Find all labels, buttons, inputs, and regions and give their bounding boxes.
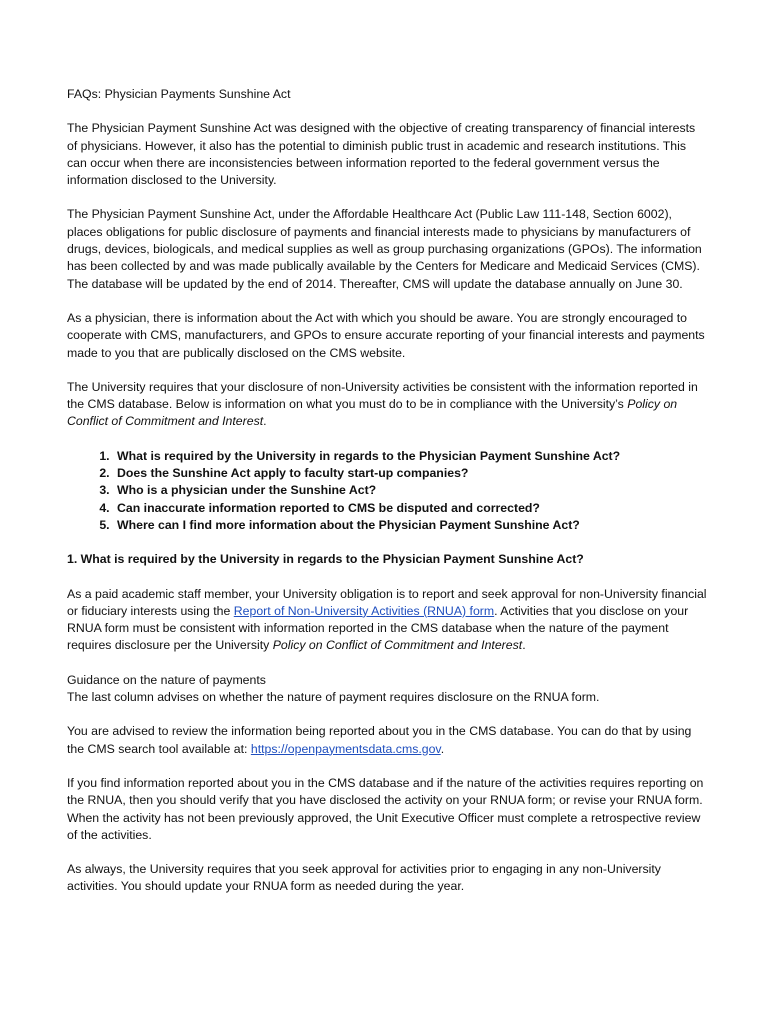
guidance-title: Guidance on the nature of payments [67, 672, 266, 687]
section-1-policy-name: Policy on Conflict of Commitment and Interest [272, 638, 523, 653]
faq-question-list [67, 448, 707, 534]
faq-question-2: 2. Does the Sunshine Act apply to faculty start-up companies? [113, 465, 707, 482]
section-1-paragraph-5: As always, the University requires that you seek approval for activities prior to engaging in any non-University activities. You should update your RNUA form as needed during the year. [67, 862, 661, 894]
section-1-paragraph-3 [67, 723, 707, 758]
faq-question-3: 3. Who is a physician under the Sunshine Act? [113, 482, 707, 499]
intro-paragraph-1: The Physician Payment Sunshine Act was designed with the objective of creating transparency of financial interests of physicians. However, it also has the potential to diminish public trust in academic and research institutions. This can occur when there are inconsistencies between information reported to the federal government versus the information disclosed to the University. [67, 121, 696, 188]
section-1-paragraph-1 [67, 586, 707, 655]
section-1-p3-before: You are advised to review the information being reported about you in the CMS database. You can do that by using the CMS search tool available at: [67, 724, 692, 756]
document-page [67, 86, 707, 913]
guidance-text: The last column advises on whether the nature of payment requires disclosure on the RNUA form. [67, 690, 600, 705]
section-1-heading: 1. What is required by the University in regards to the Physician Payment Sunshine Act? [67, 552, 584, 567]
section-1-p1-after: . [522, 638, 526, 653]
section-1-paragraph-4: If you find information reported about you in the CMS database and if the nature of the activities requires reporting on the RNUA, then you should verify that you have disclosed the activity on your RNUA form; or revise your RNUA form. When the activity has not been previously approved, the Unit Executive Officer must complete a retrospective review of the activities. [67, 775, 704, 842]
faq-question-5: 5. Where can I find more information about the Physician Payment Sunshine Act? [113, 517, 707, 534]
document-title: FAQs: Physician Payments Sunshine Act [67, 87, 291, 101]
university-text-before: The University requires that your disclosure of non-University activities be consistent with the information reported in the CMS database. Below is information on what you must do to be in compliance with the University’s [67, 379, 698, 412]
university-requirement-paragraph [67, 379, 707, 431]
rnua-form-link[interactable]: Report of Non-University Activities (RNUA) form [233, 603, 495, 618]
section-1-p3-after: . [440, 741, 445, 756]
intro-paragraph-3: As a physician, there is information about the Act with which you should be aware. You are strongly encouraged to cooperate with CMS, manufacturers, and GPOs to ensure accurate reporting of your financial interests and payments made to you that are publically disclosed on the CMS website. [67, 310, 705, 360]
intro-paragraph-2: The Physician Payment Sunshine Act, under the Affordable Healthcare Act (Public Law 111-148, Section 6002), places obligations for public disclosure of payments and financial interests made to physicians by manufacturers of drugs, devices, biologicals, and medical supplies as well as group purchasing organizations (GPOs). The information has been collected by and was made publically available by the Centers for Medicare and Medicaid Services (CMS). The database will be updated by the end of 2014. Thereafter, CMS will update the database annually on June 30. [67, 207, 702, 291]
section-1-p1-middle: . Activities that you disclose on your RNUA form must be consistent with information reported in the CMS database when the nature of the payment requires disclosure per the University [67, 603, 689, 653]
guidance-block [67, 672, 707, 707]
university-text-after: . [263, 414, 267, 429]
faq-question-1: 1. What is required by the University in regards to the Physician Payment Sunshine Act? [113, 448, 707, 465]
section-1-p1-before: As a paid academic staff member, your University obligation is to report and seek approval for non-University financial or fiduciary interests using the [67, 586, 707, 618]
policy-name: Policy on Conflict of Commitment and Interest [67, 397, 678, 429]
faq-question-4: 4. Can inaccurate information reported to CMS be disputed and corrected? [113, 500, 707, 517]
cms-search-link[interactable]: https://openpaymentsdata.cms.gov [250, 741, 441, 756]
